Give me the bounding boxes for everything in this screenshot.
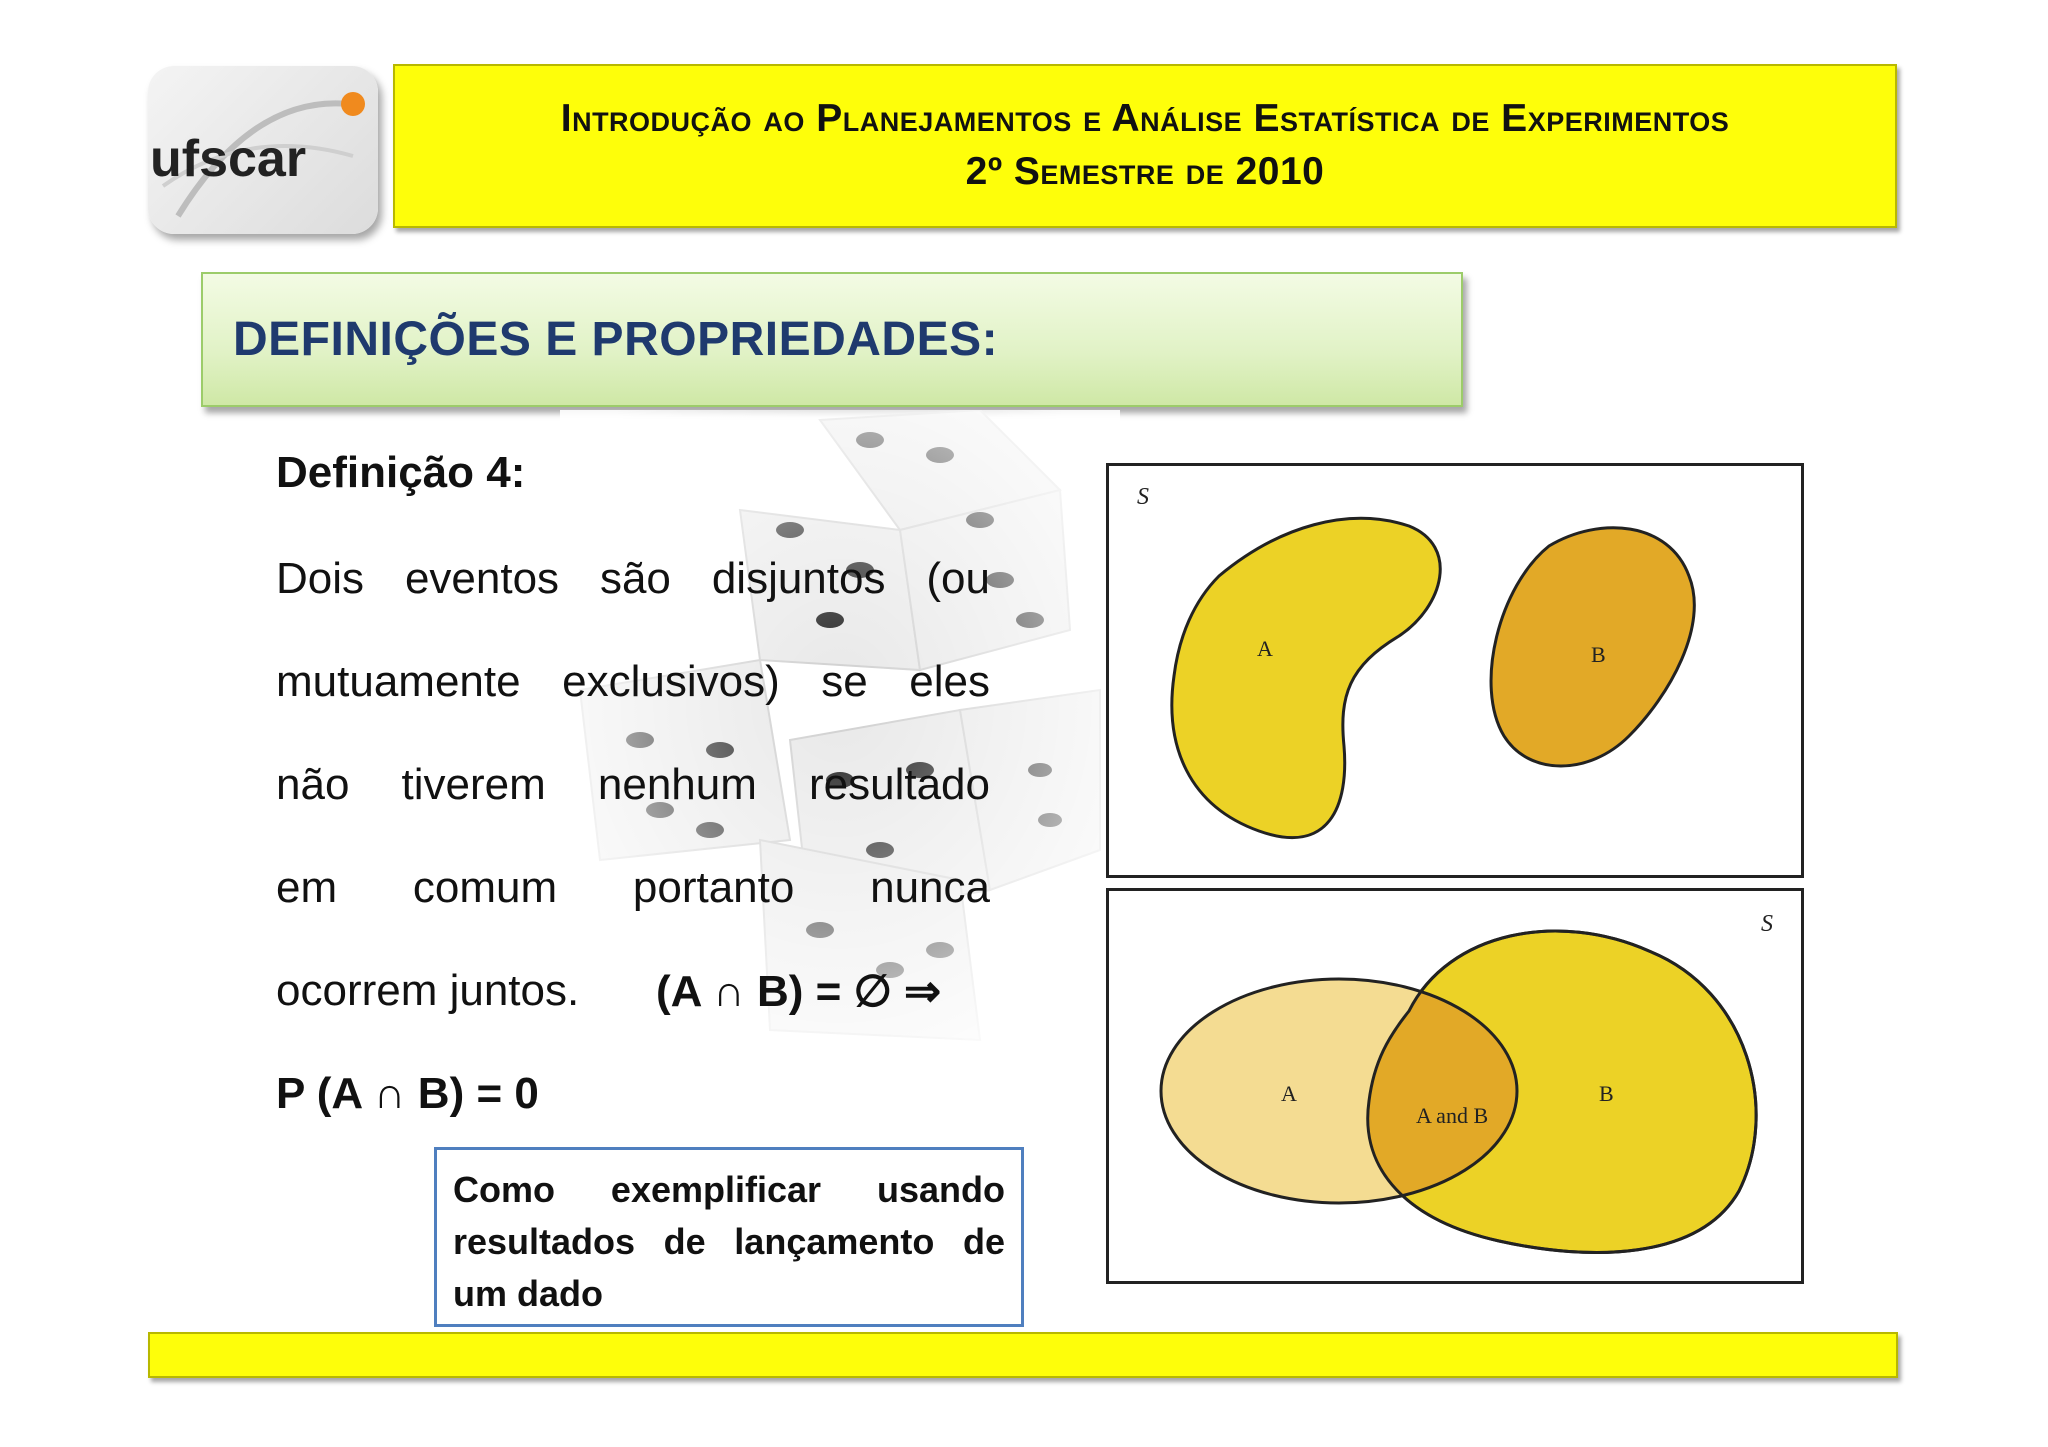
venn-top-a-label: A [1257,636,1273,661]
dice-image [560,410,1120,1050]
venn-top-b-label: B [1591,642,1606,667]
venn-overlap [1106,888,1804,1284]
course-title: Introdução ao Planejamentos e Análise Estatística de Experimentos [560,97,1730,141]
venn-bottom-a-label: A [1281,1081,1297,1106]
definition-heading: Definição 4: [276,448,526,497]
venn-bottom-space-label: S [1761,911,1773,937]
semester-title: 2º Semestre de 2010 [965,150,1325,193]
definition-line-1: Dois eventos são disjuntos (ou [276,554,990,603]
header-bar [393,64,1897,228]
venn-disjoint [1106,463,1804,878]
logo-text: ufscar [150,130,307,188]
venn-intersection-label: A and B [1416,1103,1489,1128]
section-title-box [201,272,1463,407]
definition-line-3: não tiverem nenhum resultado [276,760,990,809]
section-title: DEFINIÇÕES E PROPRIEDADES: [233,313,999,366]
ufscar-logo [148,66,378,234]
definition-line-5: ocorrem juntos. [276,966,580,1015]
venn-top-space-label: S [1137,484,1149,510]
venn-bottom-b-label: B [1599,1081,1614,1106]
intersection-empty-formula: (A ∩ B) = ∅ ⇒ [656,967,942,1016]
callout-line-1: Como exemplificar usando [453,1169,1005,1210]
definition-line-4: em comum portanto nunca [276,863,990,912]
callout-line-3: um dado [453,1273,603,1314]
example-callout [434,1147,1024,1327]
callout-line-2: resultados de lançamento de [453,1221,1005,1262]
venn-set-a [1172,518,1440,837]
footer-bar [148,1332,1898,1378]
definition-line-2: mutuamente exclusivos) se eles [276,657,990,706]
probability-formula: P (A ∩ B) = 0 [276,1069,539,1118]
